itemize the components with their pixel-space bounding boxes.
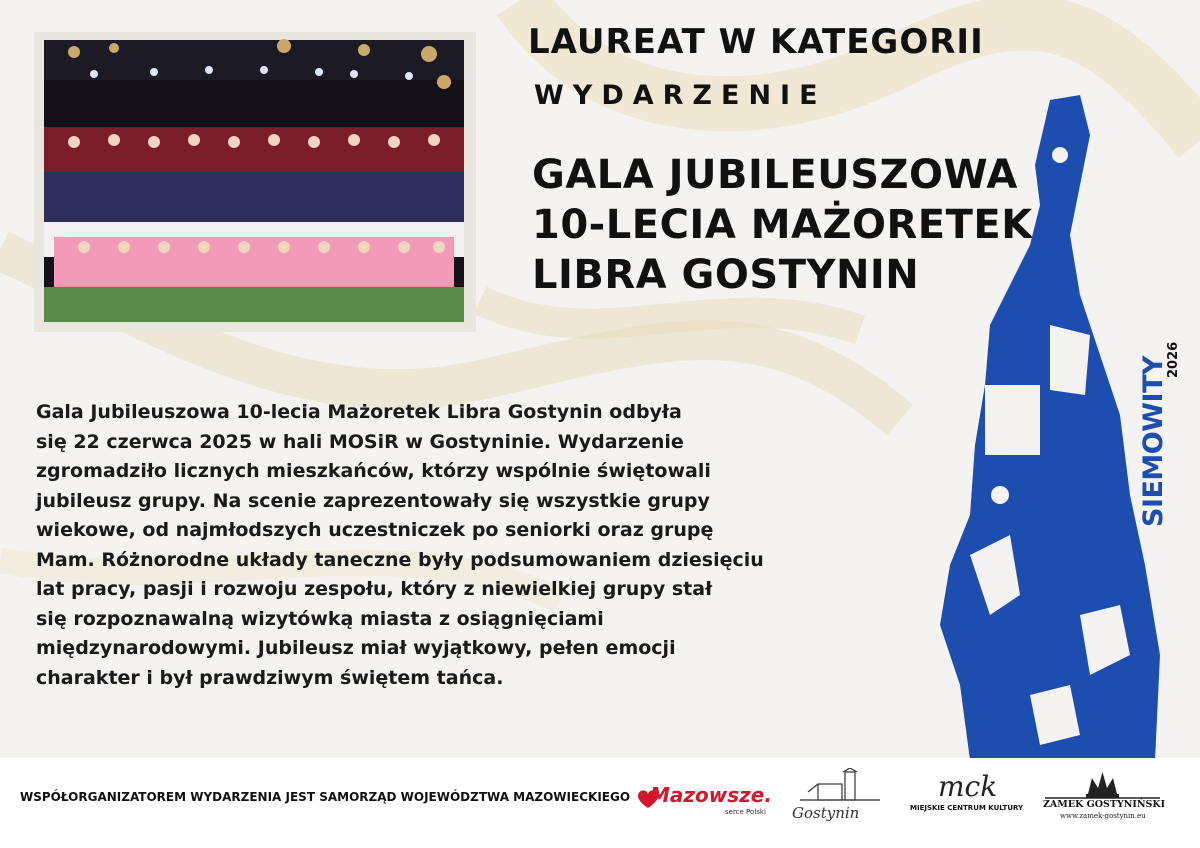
description-line: charakter i był prawdziwym świętem tańca. [36, 666, 504, 689]
zamek-url: www.zamek-gostynin.eu [1060, 812, 1146, 820]
description-line: się 22 czerwca 2025 w hali MOSiR w Gostyninie. Wydarzenie [36, 430, 684, 453]
event-description [36, 398, 936, 693]
mck-logo [908, 766, 1020, 826]
laureate-heading: LAUREAT W KATEGORII [528, 22, 984, 62]
coorganizer-text: WSPÓŁORGANIZATOREM WYDARZENIA JEST SAMORZĄD WOJEWÓDZTWA MAZOWIECKIEGO [20, 790, 631, 804]
siemowit-statue-illustration [930, 95, 1170, 760]
description-line: międzynarodowymi. Jubileusz miał wyjątkowy, pełen emocji [36, 637, 676, 659]
mazowsze-logo-text: Mazowsze. [650, 783, 772, 807]
gostynin-logo [790, 768, 890, 824]
description-line: się rozpoznawalną wizytówką miasta z osiągnięciami [36, 607, 604, 630]
description-line: lat pracy, pasji i rozwoju zespołu, który z niewielkiej grupy stał [36, 578, 713, 600]
description-line: Gala Jubileuszowa 10-lecia Mażoretek Libra Gostynin odbyła [36, 401, 682, 423]
mazowsze-slogan: serce Polski [725, 808, 766, 816]
category-label: WYDARZENIE [534, 80, 827, 111]
description-line: Mam. Różnorodne układy taneczne były podsumowaniem dziesięciu [36, 548, 764, 571]
award-name: SIEMOWITY [1138, 355, 1169, 527]
description-line: jubileusz grupy. Na scenie zaprezentowały się wszystkie grupy [36, 489, 710, 512]
event-title-line: 10-LECIA MAŻORETEK [532, 202, 1033, 248]
gostynin-label: Gostynin [792, 804, 860, 822]
description-line: zgromadziło licznych mieszkańców, którzy wspólnie świętowali [36, 460, 711, 482]
event-title-line: GALA JUBILEUSZOWA [532, 152, 1018, 198]
description-line: wiekowe, od najmłodszych uczestniczek po seniorki oraz grupę [36, 519, 714, 541]
zamek-name: ZAMEK GOSTYNIŃSKI [1043, 799, 1166, 810]
mck-name: MIEJSKIE CENTRUM KULTURY [910, 804, 1024, 812]
award-year: 2026 [1166, 341, 1181, 378]
event-title-line: LIBRA GOSTYNIN [532, 252, 920, 298]
mck-mark: mck [938, 770, 998, 803]
event-photo [34, 32, 476, 332]
